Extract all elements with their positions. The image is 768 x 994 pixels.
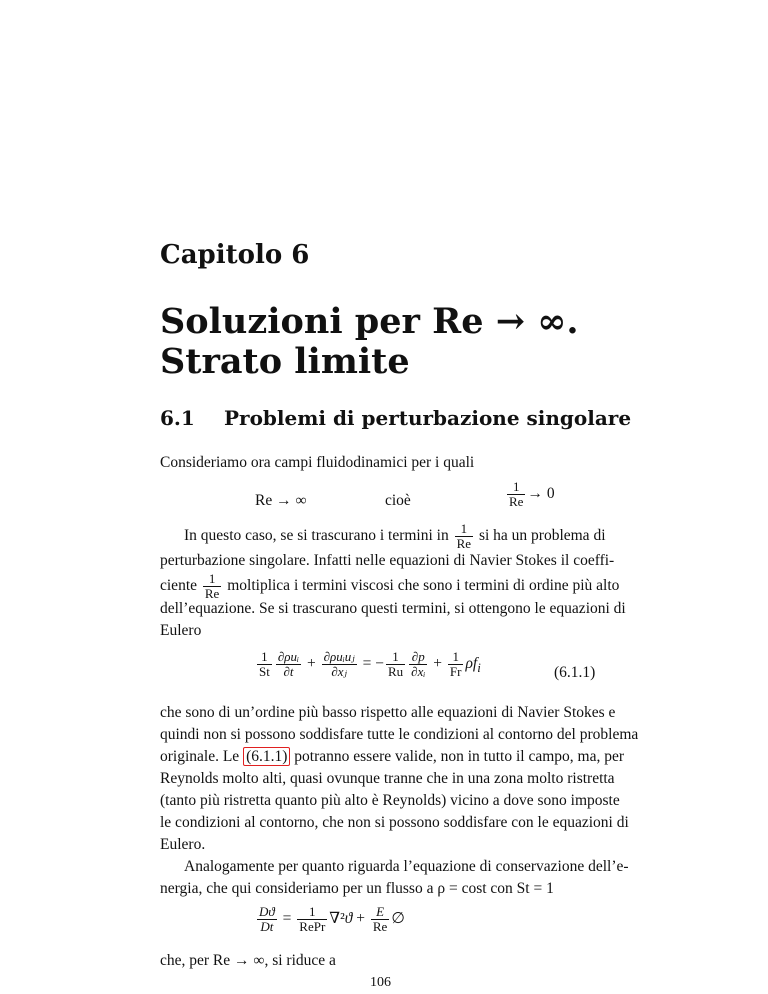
p2-line-5: Eulero (160, 622, 202, 639)
frac-num: Dϑ (259, 904, 275, 919)
frac-den: Re (372, 919, 388, 934)
frac-num: 1 (455, 522, 473, 537)
equation-energy: $\frac{Dϑ}{Dt}$ = $\frac{1}{\text{RePr}}$ ∇²ϑ + $\frac{E}{Re}$ ∅ (259, 904, 405, 934)
p4-line-2: nergia, che qui consideriamo per un flusso a ρ = cost con St = 1 (160, 880, 554, 897)
frac-den: Fr (449, 664, 462, 679)
section-heading (160, 406, 631, 430)
p3-line-1: che sono di un’ordine più basso rispetto alle equazioni di Navier Stokes e (160, 704, 616, 721)
frac-num: ∂ρuᵢuⱼ (323, 649, 355, 664)
text-span: In questo caso, se si trascurano i termini in (184, 527, 449, 545)
p2-line-1 (184, 522, 606, 551)
p3-line-7: Eulero. (160, 836, 206, 853)
paragraph-intro: Consideriamo ora campi fluidodinamici per i quali (160, 454, 475, 471)
text-span: potranno essere valide, non in tutto il campo, ma, per (294, 748, 624, 765)
p3-line-6: le condizioni al contorno, che non si possono soddisfare con le equazioni di (160, 814, 629, 831)
chapter-title (160, 302, 579, 382)
frac-den: ∂t (283, 664, 294, 679)
frac-num: ∂p (409, 650, 427, 665)
condition-mid: cioè (385, 492, 411, 509)
section-number: 6.1 (160, 406, 195, 430)
condition-right (505, 480, 555, 509)
chapter-title-line-1: Soluzioni per Re → ∞. (160, 301, 579, 342)
frac-den: St (259, 664, 270, 679)
frac-den: Ru (387, 664, 404, 679)
p2-line-4: dell’equazione. Se si trascurano questi termini, si ottengono le equazioni di (160, 600, 626, 617)
p3-line-5: (tanto più ristretta quanto più alto è Reynolds) vicino a dove sono imposte (160, 792, 620, 809)
frac-num: 1 (203, 572, 221, 587)
chapter-label: Capitolo 6 (160, 240, 310, 270)
text-span: ciente (160, 577, 198, 595)
condition-left: Re → ∞ (255, 492, 307, 509)
p3-line-4: Reynolds molto alti, quasi ovunque tranne che in una zona molto ristretta (160, 770, 615, 787)
section-title: Problemi di perturbazione singolare (224, 406, 632, 430)
equation-ref-link[interactable]: (6.1.1) (243, 747, 290, 766)
frac-num: 1 (386, 650, 405, 665)
frac-den: ∂xⱼ (331, 664, 347, 679)
frac-num: ∂ρuᵢ (277, 649, 300, 664)
p2-line-2: perturbazione singolare. Infatti nelle equazioni di Navier Stokes il coeffi- (160, 552, 615, 569)
text-span: moltiplica i termini viscosi che sono i termini di ordine più alto (227, 577, 620, 595)
p2-line-3 (160, 572, 619, 601)
equation-euler: $\frac{1}{St}$ $\frac{\text{∂ρuᵢ}}{\partial t}$ + $\frac{\text{∂ρuᵢuⱼ}}{\text{∂xⱼ}}$ = − $\frac{1}{Ru}$ $\frac{\partial p}{\text{∂xᵢ}}$ + $\frac{1}{Fr}$ $\rho f_i$ (259, 649, 481, 679)
frac-num: 1 (448, 650, 464, 665)
frac-num: 1 (297, 905, 327, 920)
frac-den: Re (204, 586, 220, 601)
condition-arrow: → 0 (527, 485, 555, 503)
frac-num: 1 (257, 650, 272, 665)
page-number: 106 (370, 975, 391, 990)
frac-den: ∂xᵢ (411, 664, 426, 679)
p4-line-1: Analogamente per quanto riguarda l’equazione di conservazione dell’e- (184, 858, 629, 875)
p3-line-2: quindi non si possono soddisfare tutte le condizioni al contorno del problema (160, 726, 639, 743)
frac-den: RePr (299, 919, 326, 934)
frac-num: E (371, 905, 389, 920)
frac-den: Dt (260, 919, 274, 934)
frac-den: Re (509, 494, 524, 509)
text-span: originale. Le (160, 748, 240, 765)
p3-line-3 (160, 746, 624, 768)
frac-num: 1 (507, 480, 525, 495)
text-span: si ha un problema di (478, 527, 606, 545)
frac-den: Re (456, 536, 472, 551)
p5-line-1: che, per Re → ∞, si riduce a (160, 952, 336, 969)
equation-number: (6.1.1) (554, 664, 596, 681)
chapter-title-line-2: Strato limite (160, 341, 410, 382)
